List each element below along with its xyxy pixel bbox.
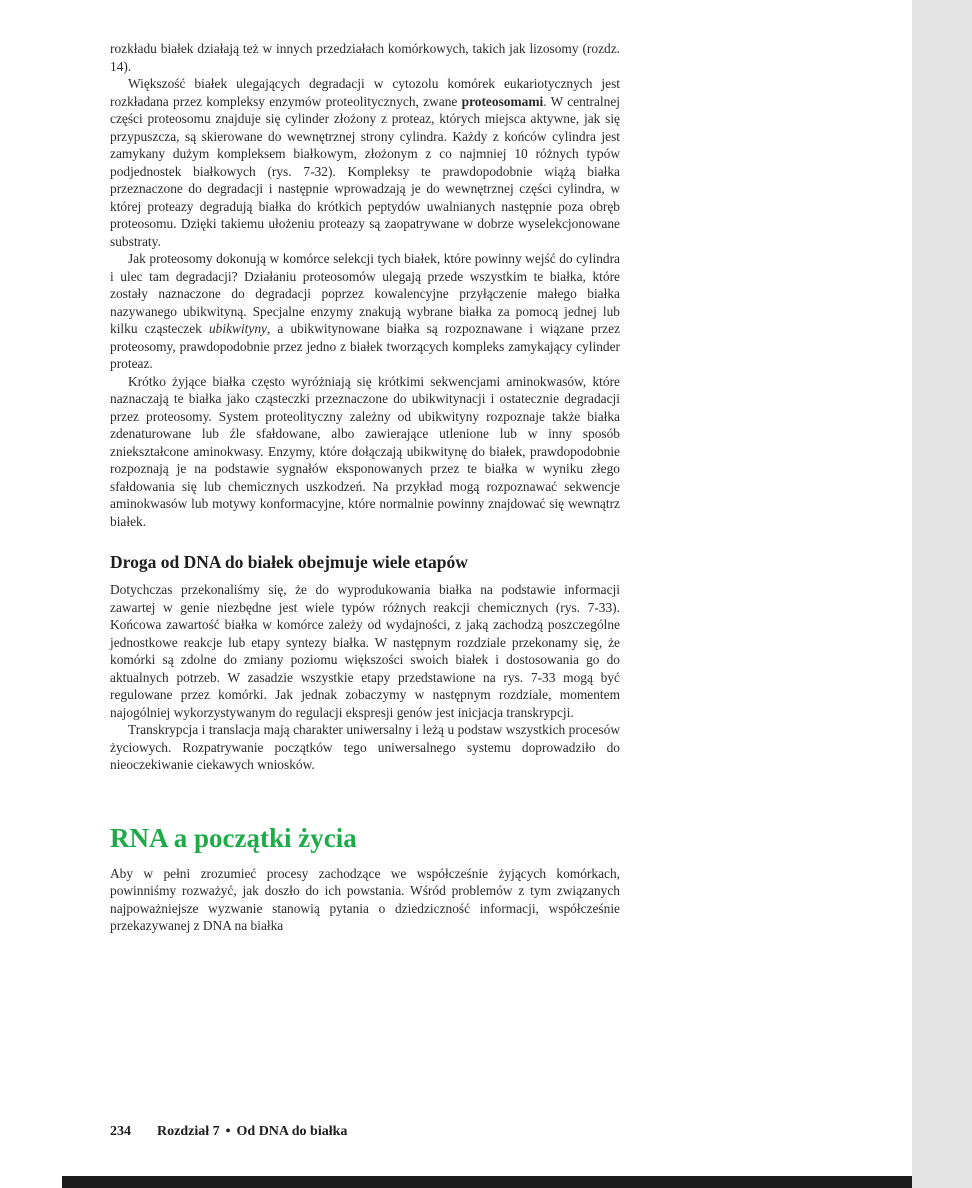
text-column [110,40,620,935]
left-margin [0,0,62,1188]
paragraph-1: rozkładu białek działają też w innych przedziałach komórkowych, takich jak lizosomy (rozdz. 14). [110,41,620,74]
paragraph-3 [110,250,620,373]
paragraph-3-text-a: Jak proteosomy dokonują w komórce selekcji tych białek, które powinny wejść do cylindra i ulec tam degradacji? Działaniu proteosomów ulegają przede wszystkim te białka, które zostały naznaczone do degradacji poprzez kowalencyjne przyłączenie małego białka nazywanego ubikwityną. Specjalne enzymy znakują wybrane białka za pomocą jednej lub kilku cząsteczek [110,251,620,336]
footer-chapter: Rozdział 7 [157,1124,220,1139]
paragraph-4: Krótko żyjące białka często wyróżniają się krótkimi sekwencjami aminokwasów, które naznaczają te białka jako cząsteczki przeznaczone do ubikwitynacji i ostatecznie degradacji przez proteosomy. System proteolityczny zależny od ubikwityny rozpoznaje także białka zdenaturowane lub źle sfałdowane, albo zawierające utlenione lub w inny sposób zniekształcone aminokwasy. Enzymy, które dołączają ubikwitynę do białek, prawdopodobnie rozpoznają je na podstawie sygnałów eksponowanych przez te białka w wyniku złego sfałdowania się lub chemicznych uszkodzeń. Na przykład mogą rozpoznawać sekwencje aminokwasów lub motywy konformacyjne, które normalnie powinny znajdować się wewnątrz białek. [110,373,620,529]
paragraph-5: Dotychczas przekonaliśmy się, że do wyprodukowania białka na podstawie informacji zawartej w genie niezbędne jest wiele typów różnych reakcji chemicznych (rys. 7-33). Końcowa zawartość białka w komórce zależy od wydajności, z jaką zachodzą poszczególne jednostkowe reakcje lub etapy syntezy białka. W następnym rozdziale przekonamy się, że komórki są zdolne do zmiany poziomu większości swoich białek i dostosowania go do aktualnych potrzeb. W zasadzie wszystkie etapy przedstawione na rys. 7-33 mogą być regulowane przez komórki. Jak jednak zobaczymy w następnym rozdziale, momentem najogólniej wykorzystywanym do regulacji ekspresji genów jest inicjacja transkrypcji. [110,582,620,720]
paragraph-6: Transkrypcja i translacja mają charakter uniwersalny i leżą u podstaw wszystkich procesów życiowych. Rozpatrywanie początków tego uniwersalnego systemu doprowadziło do nieoczekiwanie ciekawych wniosków. [110,722,620,772]
section-heading: Droga od DNA do białek obejmuje wiele etapów [110,552,468,572]
term-ubikwityna: ubikwityny [208,321,267,336]
term-proteosomy: proteosomami [461,93,544,109]
chapter-section-title: RNA a początki życia [110,822,357,853]
paragraph-2 [110,75,620,250]
paragraph-2-text-a: Większość białek ulegających degradacji w cytozolu komórek eukariotycznych jest rozkładana przez kompleksy enzymów proteolitycznych, zwane [110,76,620,109]
paragraph-2-text-b: . W centralnej części proteosomu znajduje się cylinder złożony z proteaz, których miejsca aktywne, jak się przypuszcza, są skierowane do wewnętrznej strony cylindra. Każdy z końców cylindra jest zamykany dużym kompleksem białkowym, złożonym z co najmniej 10 różnych typów podjednostek białkowych (rys. 7-32). Kompleksy te prawdopodobnie wiążą białka przeznaczone do degradacji i następnie wprowadzają je do wewnętrznej części cylindra, w której proteazy degradują białka do krótkich peptydów uwalnianych następnie poza obręb proteosomu. Dzięki takiemu ułożeniu proteazy są zaopatrywane w dobrze wyselekcjonowane substraty. [110,93,621,249]
footer-chapter-title: Od DNA do białka [236,1124,348,1139]
paragraph-7: Aby w pełni zrozumieć procesy zachodzące we współcześnie żyjących komórkach, powinniśmy rozważyć, jak doszło do ich powstania. Wśród problemów z tym związanych najpoważniejsze wyzwanie stanowią pytania o dziedziczność informacji, współcześnie przekazywanej z DNA na białka [110,865,620,933]
paragraph-3-text-b: , a ubikwitynowane białka są rozpoznawane i wiązane przez proteosomy, prawdopodobnie przez jedno z białek tworzących kompleks zamykający cylinder proteaz. [110,321,621,371]
running-footer [110,1124,347,1140]
scan-bottom-edge [62,1176,912,1188]
facing-page-bleed [912,0,972,1188]
page-number: 234 [110,1124,131,1139]
footer-separator: • [225,1124,231,1139]
